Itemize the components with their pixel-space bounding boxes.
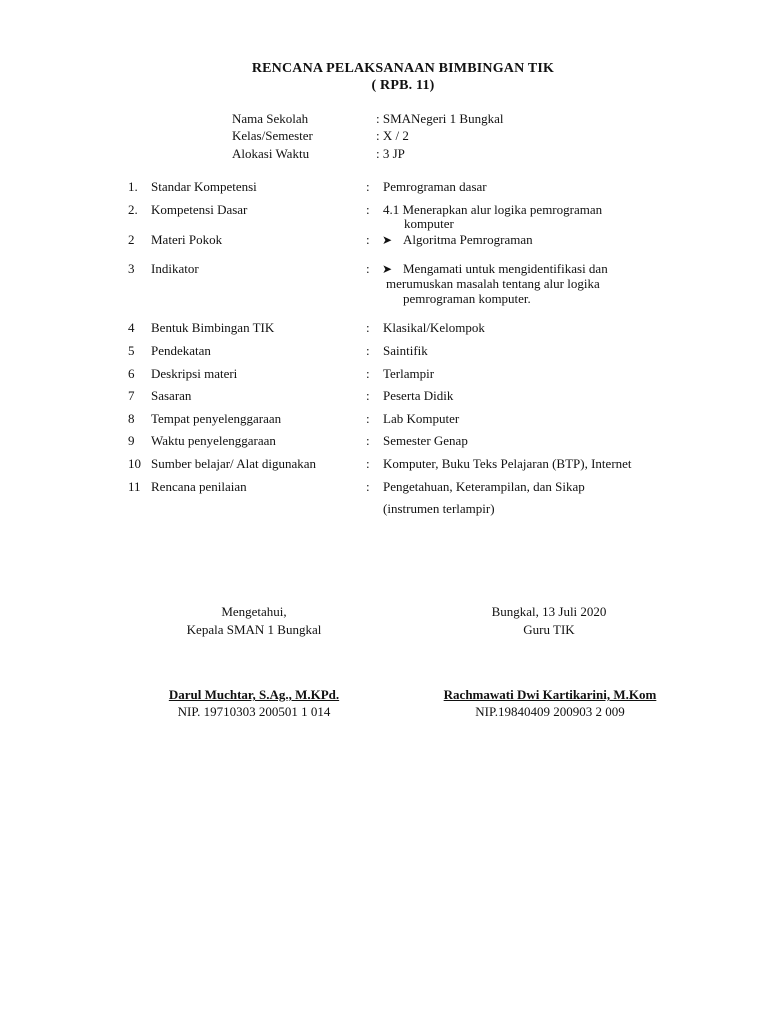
signature-left-acknowledge: Mengetahui, bbox=[221, 604, 287, 619]
item-value: Peserta Didik bbox=[383, 388, 454, 403]
item-colon: : bbox=[366, 388, 370, 403]
item-value: Komputer, Buku Teks Pelajaran (BTP), Internet bbox=[383, 456, 632, 471]
item-number: 5 bbox=[128, 343, 135, 358]
item-label: Waktu penyelenggaraan bbox=[151, 433, 276, 448]
item-colon: : bbox=[366, 366, 370, 381]
item-colon: : bbox=[366, 456, 370, 471]
item-number: 7 bbox=[128, 388, 135, 403]
item-number: 3 bbox=[128, 261, 135, 276]
item-value-continued: merumuskan masalah tentang alur logika bbox=[386, 276, 600, 291]
item-value-continued: (instrumen terlampir) bbox=[383, 501, 495, 516]
item-label: Sasaran bbox=[151, 388, 192, 403]
item-value: Pemrograman dasar bbox=[383, 179, 487, 194]
identity-label-time: Alokasi Waktu bbox=[232, 146, 310, 161]
document-code: ( RPB. 11) bbox=[371, 78, 435, 93]
item-colon: : bbox=[366, 433, 370, 448]
item-value: 4.1 Menerapkan alur logika pemrograman bbox=[383, 202, 603, 217]
item-number: 2. bbox=[128, 202, 138, 217]
item-colon: : bbox=[366, 179, 370, 194]
item-label: Pendekatan bbox=[151, 343, 211, 358]
identity-value-class: : X / 2 bbox=[376, 128, 409, 143]
arrow-bullet-icon: ➤ bbox=[382, 233, 393, 247]
identity-label-school: Nama Sekolah bbox=[232, 111, 309, 126]
item-colon: : bbox=[366, 202, 370, 217]
item-value: Pengetahuan, Keterampilan, dan Sikap bbox=[383, 479, 585, 494]
item-number: 8 bbox=[128, 411, 135, 426]
item-value-continued: komputer bbox=[404, 216, 454, 231]
item-colon: : bbox=[366, 343, 370, 358]
item-label: Sumber belajar/ Alat digunakan bbox=[151, 456, 316, 471]
item-number: 2 bbox=[128, 232, 135, 247]
identity-label-class: Kelas/Semester bbox=[232, 128, 313, 143]
signature-left-role: Kepala SMAN 1 Bungkal bbox=[186, 622, 322, 637]
item-label: Tempat penyelenggaraan bbox=[151, 411, 282, 426]
signature-left-name: Darul Muchtar, S.Ag., M.KPd. bbox=[168, 687, 340, 702]
signature-left-nip: NIP. 19710303 200501 1 014 bbox=[177, 704, 331, 719]
item-colon: : bbox=[366, 232, 370, 247]
item-colon: : bbox=[366, 261, 370, 276]
item-value: Terlampir bbox=[383, 366, 435, 381]
signature-right-name: Rachmawati Dwi Kartikarini, M.Kom bbox=[443, 687, 657, 702]
signature-right-date: Bungkal, 13 Juli 2020 bbox=[491, 604, 607, 619]
item-label: Materi Pokok bbox=[151, 232, 223, 247]
item-label: Deskripsi materi bbox=[151, 366, 238, 381]
signature-right-nip: NIP.19840409 200903 2 009 bbox=[475, 704, 625, 719]
item-value-continued: pemrograman komputer. bbox=[403, 291, 531, 306]
item-number: 4 bbox=[128, 320, 135, 335]
item-number: 10 bbox=[128, 456, 141, 471]
item-value: Mengamati untuk mengidentifikasi dan bbox=[403, 261, 608, 276]
item-label: Standar Kompetensi bbox=[151, 179, 257, 194]
item-value: Algoritma Pemrograman bbox=[403, 232, 533, 247]
item-value: Lab Komputer bbox=[383, 411, 460, 426]
item-value: Saintifik bbox=[383, 343, 428, 358]
item-label: Kompetensi Dasar bbox=[151, 202, 248, 217]
item-colon: : bbox=[366, 411, 370, 426]
item-label: Bentuk Bimbingan TIK bbox=[151, 320, 275, 335]
item-number: 9 bbox=[128, 433, 135, 448]
item-value: Semester Genap bbox=[383, 433, 468, 448]
item-label: Indikator bbox=[151, 261, 199, 276]
signature-right-role: Guru TIK bbox=[523, 622, 575, 637]
item-number: 6 bbox=[128, 366, 135, 381]
item-colon: : bbox=[366, 320, 370, 335]
item-number: 1. bbox=[128, 179, 138, 194]
item-number: 11 bbox=[128, 479, 141, 494]
identity-value-school: : SMANegeri 1 Bungkal bbox=[376, 111, 504, 126]
item-colon: : bbox=[366, 479, 370, 494]
item-value: Klasikal/Kelompok bbox=[383, 320, 485, 335]
arrow-bullet-icon: ➤ bbox=[382, 262, 393, 276]
identity-value-time: : 3 JP bbox=[376, 146, 405, 161]
item-label: Rencana penilaian bbox=[151, 479, 247, 494]
document-title: RENCANA PELAKSANAAN BIMBINGAN TIK bbox=[251, 61, 555, 76]
